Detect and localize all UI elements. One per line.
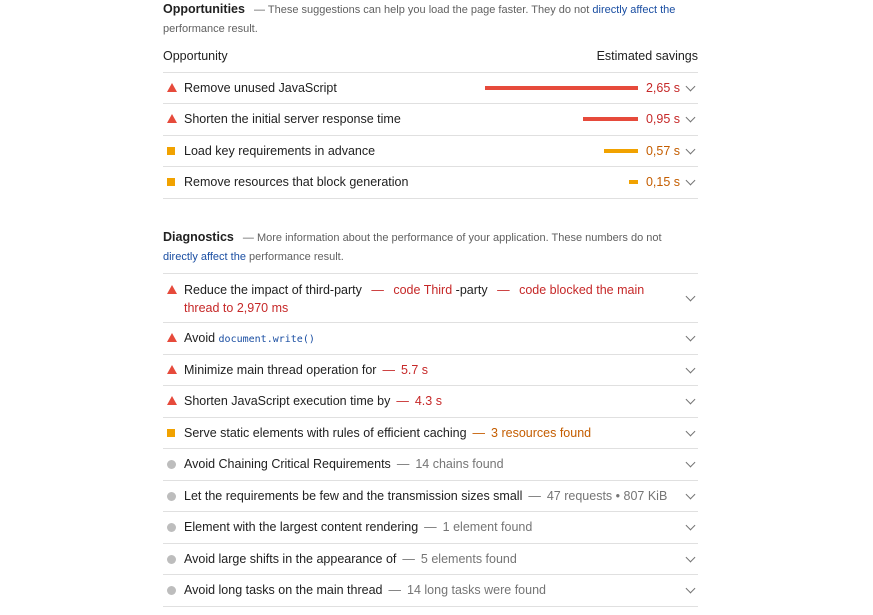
chevron-down-icon[interactable] <box>686 292 696 302</box>
savings-value: 0,57 s <box>645 144 680 158</box>
chevron-down-icon[interactable] <box>686 176 696 186</box>
diagnostic-text <box>184 489 668 503</box>
diagnostic-label: Avoid Chaining Critical Requirements <box>184 457 391 471</box>
diagnostic-row[interactable] <box>163 544 698 575</box>
diagnostic-row[interactable] <box>163 575 698 607</box>
opportunities-desc-text: — These suggestions can help you load the page faster. They do not <box>254 4 590 16</box>
diagnostic-detail: code blocked the main thread to 2,970 ms <box>184 283 645 315</box>
opportunity-row[interactable] <box>163 104 698 136</box>
diagnostic-text <box>184 457 668 471</box>
diagnostics-desc-suffix: performance result. <box>249 251 344 263</box>
diagnostic-text <box>184 331 668 345</box>
savings-value: 0,15 s <box>645 175 680 189</box>
orange-square-icon <box>167 147 175 155</box>
chevron-down-icon[interactable] <box>686 490 696 500</box>
gray-circle-icon <box>167 460 176 469</box>
diagnostic-label: Minimize main thread operation for <box>184 363 377 377</box>
chevron-down-icon[interactable] <box>686 395 696 405</box>
diagnostics-title: Diagnostics <box>163 230 234 244</box>
chevron-down-icon[interactable] <box>686 82 696 92</box>
code-snippet: document.write() <box>218 334 315 345</box>
chevron-down-icon[interactable] <box>686 521 696 531</box>
opportunities-desc-suffix: performance result. <box>163 23 258 35</box>
diagnostic-detail: 14 long tasks were found <box>407 583 546 597</box>
orange-square-icon <box>167 178 175 186</box>
separator-dash: — <box>497 283 510 297</box>
diagnostic-text <box>184 363 668 377</box>
directly-affect-link[interactable]: directly affect the <box>592 4 676 16</box>
directly-affect-link[interactable]: directly affect the <box>163 251 246 263</box>
diagnostic-label: Serve static elements with rules of efficient caching <box>184 426 467 440</box>
diagnostic-detail: 5 elements found <box>420 552 517 566</box>
diagnostic-row[interactable] <box>163 512 698 544</box>
opportunity-label: Remove unused JavaScript <box>184 81 337 95</box>
separator-dash: — <box>472 426 486 440</box>
diagnostic-label: Avoid long tasks on the main thread <box>184 583 383 597</box>
diagnostic-detail: 14 chains found <box>415 457 504 471</box>
red-triangle-icon <box>167 285 177 294</box>
diagnostic-detail: 5.7 s <box>400 363 429 377</box>
separator-dash: — <box>396 457 410 471</box>
separator-dash: — <box>371 283 384 297</box>
opportunity-row[interactable] <box>163 167 698 199</box>
savings-bar <box>583 117 638 121</box>
diagnostic-label: Let the requirements be few and the transmission sizes small <box>184 489 523 503</box>
diagnostic-row[interactable] <box>163 418 698 449</box>
gray-circle-icon <box>167 555 176 564</box>
red-triangle-icon <box>167 83 177 92</box>
chevron-down-icon[interactable] <box>686 584 696 594</box>
savings-bar <box>604 149 638 153</box>
diagnostic-row[interactable] <box>163 323 698 355</box>
chevron-down-icon[interactable] <box>686 427 696 437</box>
diagnostic-row[interactable] <box>163 481 698 512</box>
diagnostic-detail: 3 resources found <box>491 426 592 440</box>
diagnostic-row[interactable] <box>163 386 698 418</box>
chevron-down-icon[interactable] <box>686 332 696 342</box>
diagnostic-detail: code Third <box>393 283 453 297</box>
diagnostics-description <box>163 232 662 263</box>
opportunity-label: Load key requirements in advance <box>184 144 376 158</box>
diagnostic-text <box>184 583 668 597</box>
diagnostic-row[interactable] <box>163 274 698 323</box>
diagnostics-header <box>163 228 698 267</box>
opportunity-label: Remove resources that block generation <box>184 175 409 189</box>
diagnostic-detail: 47 requests • 807 KiB <box>546 489 668 503</box>
gray-circle-icon <box>167 523 176 532</box>
separator-dash: — <box>396 394 409 408</box>
opportunity-label: Shorten the initial server response time <box>184 112 401 126</box>
opportunities-header <box>163 0 698 39</box>
chevron-down-icon[interactable] <box>686 458 696 468</box>
diagnostic-detail: 4.3 s <box>414 394 442 408</box>
savings-value: 0,95 s <box>645 112 680 126</box>
diagnostic-label: Avoid <box>184 331 216 345</box>
separator-dash: — <box>382 363 395 377</box>
diagnostic-text <box>184 426 668 440</box>
separator-dash: — <box>528 489 541 503</box>
opportunities-column-header <box>163 49 698 73</box>
red-triangle-icon <box>167 333 177 342</box>
chevron-down-icon[interactable] <box>686 113 696 123</box>
separator-dash: — <box>424 520 437 534</box>
chevron-down-icon[interactable] <box>686 145 696 155</box>
opportunities-title: Opportunities <box>163 2 245 16</box>
diagnostic-text <box>184 520 668 534</box>
diagnostic-row[interactable] <box>163 355 698 386</box>
diagnostic-text <box>184 281 668 317</box>
diagnostic-detail: 1 element found <box>442 520 533 534</box>
savings-bar <box>629 180 638 184</box>
diagnostic-text <box>184 552 668 566</box>
diagnostic-row[interactable] <box>163 449 698 481</box>
gray-circle-icon <box>167 586 176 595</box>
opportunity-row[interactable] <box>163 73 698 104</box>
diagnostic-label: Shorten JavaScript execution time by <box>184 394 391 408</box>
diagnostic-label: Avoid large shifts in the appearance of <box>184 552 397 566</box>
red-triangle-icon <box>167 365 177 374</box>
orange-square-icon <box>167 429 175 437</box>
column-opportunity: Opportunity <box>163 49 228 63</box>
savings-bar <box>485 86 638 90</box>
diagnostics-desc-text: — More information about the performance of your application. These numbers do not <box>242 232 662 244</box>
diagnostic-label: Reduce the impact of third-party <box>184 283 362 297</box>
diagnostic-label-cont: -party <box>455 283 488 297</box>
diagnostic-text <box>184 394 668 408</box>
gray-circle-icon <box>167 492 176 501</box>
savings-value: 2,65 s <box>645 81 680 95</box>
chevron-down-icon[interactable] <box>686 364 696 374</box>
opportunity-row[interactable] <box>163 136 698 167</box>
red-triangle-icon <box>167 396 177 405</box>
chevron-down-icon[interactable] <box>686 553 696 563</box>
separator-dash: — <box>402 552 415 566</box>
separator-dash: — <box>388 583 402 597</box>
diagnostic-label: Element with the largest content rendering <box>184 520 419 534</box>
red-triangle-icon <box>167 114 177 123</box>
column-estimated-savings: Estimated savings <box>596 49 698 63</box>
